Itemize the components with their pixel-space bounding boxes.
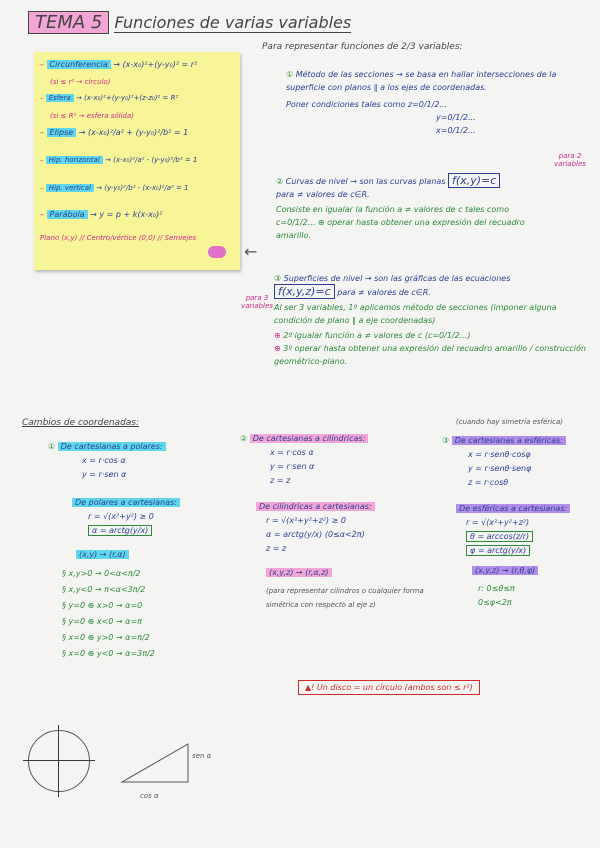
coords-col-spherical: ③ De cartesianas a esféricas: x = r·senθ·cosφ y = r·senθ·senφ z = r·cosθ De esféricas a cartesianas: r = √(x²+y²+z²) θ = arccos(z/r) φ = arctg(y/x) (x,y,z) → (r,θ,φ) r: 0≤θ≤π 0≤φ<2π (442, 434, 598, 610)
coords-col-cylindrical: ② De cartesianas a cilíndricas: x = r·cos α y = r·sen α z = z De cilíndricas a cartesianas: r = √(x²+y²+z²) ≥ 0 α = arctg(y/x) (0≤α<2π) z = z (x,y,z) → (r,α,z) (para representar cilindros o cualquier forma simétrica con respecto al eje z) (240, 434, 424, 609)
dots-doodle (208, 246, 226, 258)
coords-col-polar: ① De cartesianas a polares: x = r·cos α y = r·sen α De polares a cartesianas: r = √(x²+y²) ≥ 0 α = arctg(y/x) (x,y) → (r,α) § x,y>0 → 0<α<π/2 § x,y<0 → π<α<3π/2 § y=0 ⊕ x>0 → α=0 § y=0 ⊕ x<0 → α=π § x=0 ⊕ y>0 → α=π/2 § x=0 ⊕ y<0 → α=3π/2 (48, 440, 238, 662)
coords-heading: Cambios de coordenadas: (22, 418, 140, 428)
sticky-row-hyperbola-v: – Hip. vertical → (y-y₀)²/b² - (x-x₀)²/a² = 1 (40, 184, 189, 192)
formula-sticky-note (34, 52, 240, 270)
sticky-row-sphere: – Esfera → (x-x₀)²+(y-y₀)²+(z-z₀)² = R² (40, 94, 179, 102)
level-curves-side-note: para 2 variables (554, 152, 586, 168)
sticky-row-sphere-note: (si ≤ R² → esfera sólida) (50, 112, 135, 120)
sticky-row-hyperbola-h: – Hip. horizontal → (x-x₀)²/a² - (y-y₀)²/b² = 1 (40, 156, 198, 164)
level-surfaces: ③ Superficies de nivel → son las gráficas de las ecuaciones f(x,y,z)=c para ≠ valores de c∈R. Al ser 3 variables, 1º aplicamos método de secciones (imponer alguna condición de plano ∥ a eje coordenadas) ⊕ 2º igualar función a ≠ valores de c (c=0/1/2...) ⊕ 3º operar hasta obtener una expresión del recuadro amarillo / construcción geométrico-plano. (274, 274, 586, 366)
sticky-row-circle: – Circunferencia → (x-x₀)²+(y-y₀)² = r² (40, 60, 198, 69)
sticky-row-ellipse: – Elipse → (x-x₀)²/a² + (y-y₀)²/b² = 1 (40, 128, 189, 137)
warning-icon: ▲! (305, 683, 315, 692)
disc-note-box: ▲! Un disco = un círculo (ambos son ≤ r²) (298, 680, 480, 695)
triangle-sketch (118, 738, 198, 788)
spherical-note: (cuando hay simetría esférica) (456, 418, 564, 426)
level-curves: ② Curvas de nivel → son las curvas planas f(x,y)=c para ≠ valores de c∈R. Consiste en igualar la función a ≠ valores de c tales como c=0/1/2... ⊕ operar hasta obtener una expresión del recuadro amarillo. (276, 174, 525, 240)
title-box: TEMA 5 (28, 11, 109, 34)
left-arrow-icon: ← (244, 242, 258, 261)
level-curve-formula-box: f(x,y)=c (448, 173, 500, 188)
sticky-footer: Plano (x,y) // Centro/vértice (0,0) // Semiejes (40, 234, 197, 242)
cos-label: cos α (140, 792, 159, 800)
sticky-row-circle-note: (si ≤ r² → círculo) (50, 78, 111, 86)
sin-label: sen α (192, 752, 212, 760)
representation-heading: Para representar funciones de 2/3 variables: (262, 42, 463, 52)
unit-circle-sketch (28, 730, 90, 792)
step-3-icon: ③ (274, 274, 282, 283)
method-sections: ① Método de las secciones → se basa en hallar intersecciones de la superficie con planos ∥ a los ejes de coordenadas. Poner condiciones tales como z=0/1/2... y=0/1/2... x=0/1/2... (286, 70, 557, 135)
page-title (28, 12, 351, 33)
level-surface-formula-box: f(x,y,z)=c (274, 284, 335, 299)
step-2-icon: ② (276, 177, 284, 186)
title-rest: Funciones de varias variables (114, 13, 352, 32)
level-surfaces-side-note: para 3 variables (241, 294, 273, 310)
sticky-row-parabola: – Parábola → y = p + k(x-x₀)² (40, 210, 163, 219)
step-1-icon: ① (286, 70, 294, 79)
